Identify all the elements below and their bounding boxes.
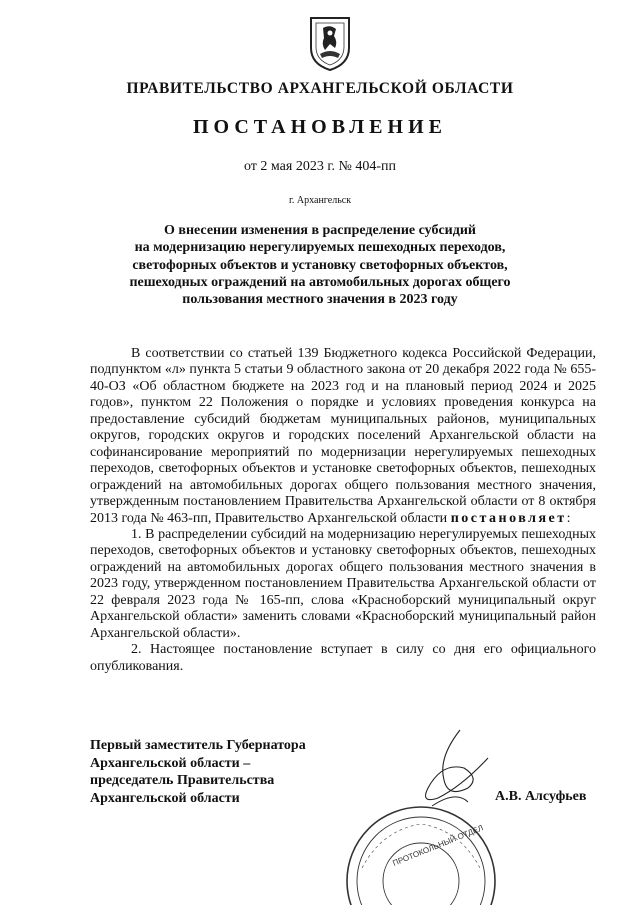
signatory-name: А.В. Алсуфьев [495, 789, 587, 804]
coat-of-arms-emblem [308, 14, 352, 72]
preamble-paragraph: В соответствии со статьей 139 Бюджетного кодекса Российской Федерации, подпунктом «л» пункта 5 статьи 9 областного закона от 20 декабря 2022 года № 655-40-ОЗ «Об областном бюджете на 2023 год и на плановый период 2024 и 2025 годов», пунктом 22 Положения о порядке и условиях проведения конкурса на предоставление субсидий бюджетам муниципальных районов, муниципальных округов, городских округов и городских поселений Архангельской области на софинансирование мероприятий по модернизации нерегулируемых пешеходных переходов, светофорных объектов и установке светофорных объектов, пешеходных ограждений на автомобильных дорогах общего пользования местного значения, утвержденным постановлением Правительства Архангельской области от 8 октября 2013 года № 463-пп, Правительство Архангельской области постановляет: [90, 346, 596, 526]
document-city: г. Архангельск [288, 195, 352, 206]
document-date-number: от 2 мая 2023 г. № 404-пп [243, 159, 397, 174]
resolves-word: постановляет [450, 510, 567, 526]
subject-line: на модернизацию нерегулируемых пешеходных переходов, [134, 240, 506, 256]
position-line: Первый заместитель Губернатора [90, 738, 306, 753]
government-name: ПРАВИТЕЛЬСТВО АРХАНГЕЛЬСКОЙ ОБЛАСТИ [126, 80, 514, 97]
stamp-label: ПРОТОКОЛЬНЫЙ ОТДЕЛ [391, 823, 485, 868]
position-line: председатель Правительства [90, 773, 275, 788]
document-body [90, 346, 596, 675]
subject-line: О внесении изменения в распределение субсидий [164, 223, 476, 238]
document-type-title: ПОСТАНОВЛЕНИЕ [193, 116, 447, 138]
protocol-department-stamp [342, 802, 500, 905]
document-subject [0, 222, 640, 308]
position-line: Архангельской области – [90, 755, 251, 771]
subject-line: пешеходных ограждений на автомобильных дорогах общего [129, 274, 511, 290]
position-line: Архангельской области [90, 790, 240, 806]
item-1-paragraph: 1. В распределении субсидий на модернизацию нерегулируемых пешеходных переходов, светофорных объектов и установку светофорных объектов, пешеходных ограждений на автомобильных дорогах общего пользования местного значения в 2023 году, утвержденном постановлением Правительства Архангельской области от 22 февраля 2023 года № 165-пп, слова «Красноборский муниципальный округ Архангельской области» заменить словами «Красноборский муниципальный район Архангельской области». [90, 526, 596, 641]
preamble-text: В соответствии со статьей 139 Бюджетного кодекса Российской Федерации, подпунктом «л» пункта 5 статьи 9 областного закона от 20 декабря 2022 года № 655-40-ОЗ «Об областном бюджете на 2023 год и на плановый период 2024 и 2025 годов», пунктом 22 Положения о порядке и условиях проведения конкурса на предоставление субсидий бюджетам муниципальных районов, муниципальных округов, городских округов и городских поселений Архангельской области на софинансирование мероприятий по модернизации нерегулируемых пешеходных переходов, светофорных объектов и установке светофорных объектов, пешеходных ограждений на автомобильных дорогах общего пользования местного значения, утвержденным постановлением Правительства Архангельской области от 8 октября 2013 года № 463-пп, Правительство Архангельской области [90, 346, 596, 526]
item-2-paragraph: 2. Настоящее постановление вступает в силу со дня его официального опубликования. [90, 642, 596, 674]
subject-line: светофорных объектов и установку светофорных объектов, [132, 257, 508, 273]
subject-line: пользования местного значения в 2023 году [182, 292, 458, 308]
handwritten-signature [398, 728, 498, 810]
signatory-position [90, 737, 306, 807]
